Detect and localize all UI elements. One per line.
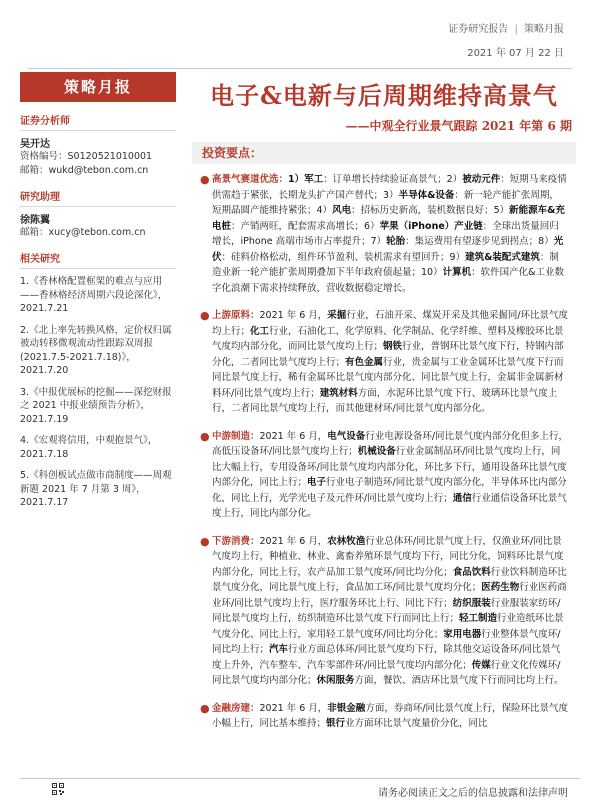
related-report-title: 5.《科创板试点做市商制度——周观新题 2021 年 7 月第 3 周》，	[20, 470, 172, 495]
related-report[interactable]	[20, 386, 176, 427]
paragraph-text: 行业服装家纺环/同比景气度均上行，纺织制造环比景气度下行而同比上行；	[212, 597, 561, 624]
related-report-date: 2021.7.21	[20, 303, 69, 314]
bullet-icon: ●	[200, 309, 210, 322]
paragraph-text: 行业电子制造环/同比景气度内部分化，半导体环比内部分化，同比上行，光学光电子及元件环/同比景气度均上行；	[212, 477, 567, 504]
report-kind: 策略月报	[524, 24, 564, 35]
keyword: 通信	[452, 492, 472, 504]
paragraph-text: 行业总体环/同比景气度上行，仅渔业环/同比景气度均上行，种植业、林业、禽畜养殖环景气度均下行，同比分化，饲料环比景气度内部分化，同比上行，农产品加工景气度环/同比均分化；	[212, 535, 564, 578]
keyword: 化工	[250, 325, 270, 337]
paragraph-text: ：软件国产化&工业数字化浪潮下需求持续释放，营收数据稳定增长。	[212, 267, 565, 294]
paragraph-text: 行业，石油开采、煤炭开采及其他采掘同/环比景气度均上行；	[212, 310, 569, 337]
paragraph-text: ：硅料价格松动，组件环节盈利、装机需求有望回升；	[221, 251, 450, 263]
paragraph-text: 业方面环比景气度量价分化，同比	[345, 718, 488, 729]
keyword: 轻工制造	[459, 613, 498, 624]
related-report[interactable]	[20, 275, 176, 316]
paragraph-text: 8）	[538, 236, 554, 247]
paragraph-text: 2）	[446, 174, 463, 185]
keyword: 银行	[326, 718, 346, 729]
bullet-icon: ●	[200, 701, 210, 715]
paragraph-text: 方面，餐饮、酒店环比景气度下行而同比均上行。	[354, 675, 564, 686]
key-point-paragraph	[200, 308, 568, 417]
paragraph-text: ：集运费用有望逐步见到拐点；	[405, 236, 539, 247]
paragraph-text: 行业饮料制造环比景气度分化，同比景气度上行，食品加工环/同比景气度均分化；	[212, 566, 567, 593]
keyword: 半导体&设备	[398, 189, 455, 201]
related-report[interactable]	[20, 324, 176, 378]
paragraph-text: ：新一轮产能扩张周期，短期晶圆产能维持紧张；	[212, 189, 559, 216]
paragraph-text: 2021 年 6 月，	[259, 310, 328, 321]
paragraph-text: 行业文化传媒环/同比景气度均内部分化；	[212, 659, 561, 686]
assistant-email[interactable]: 邮箱：xucy@tebon.com.cn	[20, 227, 146, 238]
related-report-title: 1.《香林格配置框架的难点与应用——香林格经济周期六段论深化》，	[20, 276, 168, 301]
related-reports-list	[20, 275, 176, 510]
footer-disclaimer: 请务必阅读正文之后的信息披露和法律声明	[378, 788, 568, 799]
keyword: 非银金融	[327, 702, 366, 714]
related-report[interactable]	[20, 469, 176, 510]
paragraph-text: 方面，券商环/同比景气度上行，保险环比景气度小幅上行，同比基本维持；	[212, 702, 569, 729]
paragraph-text: ：订单增长持续验证高景气；	[323, 174, 447, 185]
keyword: 传媒	[471, 659, 491, 671]
keyword: 建筑材料	[319, 387, 358, 399]
report-title: 电子&电新与后周期维持高景气	[210, 81, 558, 110]
paragraph-lead: 下游消费：	[212, 535, 260, 547]
keyword: 钢铁	[383, 341, 403, 352]
paragraph-text: 4）	[316, 205, 333, 216]
paragraph-text: 行业通信设备环比景气度上行，同比内部分化。	[212, 492, 567, 519]
key-points-body	[192, 172, 576, 732]
paragraph-text: 行业医药商业环/同比景气度均上行，医疗服务环比上行、同比下行；	[212, 582, 567, 609]
sidebar-title: 策略月报	[20, 72, 176, 102]
paragraph-text: ：招标历史新高，装机数据良好；	[351, 205, 494, 216]
report-type: 证券研究报告	[448, 24, 509, 35]
main-content	[192, 72, 576, 744]
keyword: 电子	[307, 477, 327, 488]
assistant-name: 徐陈翼	[20, 215, 50, 226]
qr-code-icon	[52, 783, 64, 795]
keyword: 家用电器	[443, 628, 482, 640]
key-point-paragraph	[200, 172, 568, 296]
related-report-date: 2021.7.18	[20, 448, 69, 460]
header-divider	[28, 68, 572, 69]
keyword: 军工	[304, 174, 324, 185]
bullet-icon: ●	[200, 534, 210, 548]
report-header	[448, 20, 564, 59]
paragraph-text: 行业，石油化工、化学原料、化学制品、化学纤维、塑料及橡胶环比景气度均内部分化，而同比景气度均上行；	[212, 325, 564, 352]
keyword: 1）	[288, 174, 305, 185]
paragraph-text: 行业造纸环比景气度分化、同比上行，家用轻工景气度环/同比均分化；	[212, 613, 564, 640]
keyword: 风电	[332, 205, 352, 216]
keyword: 电气设备	[327, 430, 366, 442]
analyst-email[interactable]: 邮箱：wukd@tebon.com.cn	[20, 165, 149, 176]
key-points-heading: 投资要点：	[192, 142, 576, 164]
paragraph-text: 2021 年 6 月，	[259, 430, 328, 442]
paragraph-text: ：全球出货量回归增长，iPhone 高端市场市占率提升；	[212, 220, 559, 247]
keyword: 有色金属	[345, 356, 384, 368]
keyword: 医药生物	[481, 582, 520, 593]
paragraph-text: 7）	[370, 236, 387, 247]
analyst-name: 吴开达	[20, 139, 50, 150]
paragraph-text: 2021 年 6 月，	[259, 535, 328, 547]
key-point-paragraph	[200, 534, 568, 689]
keyword: 光伏	[212, 236, 564, 263]
related-report-title: 4.《宏观将信用，中观抱景气》，	[20, 435, 158, 446]
paragraph-text: 方面，水泥环比景气度下行、玻璃环比景气度上行，二者同比景气度均上行，而其他建材环/同比景气度内部分化。	[212, 387, 558, 414]
related-report-date: 2021.7.20	[20, 365, 69, 376]
keyword: 采掘	[327, 310, 347, 321]
keyword: 新能源车&充电桩	[212, 205, 565, 232]
sidebar	[20, 72, 176, 518]
paragraph-text: ：产销两旺，配套需求高增长；	[231, 220, 365, 232]
keyword: 休闲服务	[316, 675, 355, 686]
paragraph-text: 行业，贵金属与工业金属环比景气度下行而同比景气度上行，稀有金属环比景气度内部分化、同比景气度上行，金属非金属新材料环/同比景气度均上行；	[212, 356, 564, 399]
analyst-cert: 资格编号：S0120521010001	[20, 151, 153, 162]
keyword: 纺织服装	[452, 597, 491, 609]
keyword: 农林牧渔	[327, 535, 366, 547]
keyword: 轮胎	[386, 236, 406, 247]
paragraph-text: 2021 年 6 月，	[259, 702, 328, 714]
paragraph-lead: 金融房建：	[212, 702, 260, 714]
paragraph-text: 行业整体景气度环/同比均上行；	[212, 628, 561, 655]
related-heading: 相关研究	[20, 250, 176, 269]
footer-divider	[20, 778, 580, 779]
keyword: 苹果（iPhone）产业链	[379, 220, 483, 232]
report-subtitle: ——中观全行业景气跟踪 2021 年第 6 期	[345, 119, 572, 133]
paragraph-lead: 上游原料：	[212, 310, 260, 321]
paragraph-text: 10）	[421, 267, 443, 278]
assistant-heading: 研究助理	[20, 188, 176, 207]
paragraph-text: 3）	[383, 189, 399, 201]
paragraph-text: ：短期马来疫情供需趋于紧张，长期龙头扩产国产替代；	[212, 174, 567, 201]
paragraph-text: 9）	[449, 251, 466, 263]
keyword: 汽车	[269, 644, 289, 655]
related-report[interactable]	[20, 434, 176, 461]
report-date: 2021 年 07 月 22 日	[467, 48, 564, 59]
related-report-title: 2.《北上率先转换风格，定价权归属被动转移微观流动性跟踪双周报(2021.7.5-2021.7.18)》，	[20, 324, 172, 363]
paragraph-text: 行业电源设备环/同比景气度内部分化但多上行，高低压设备环/同比景气度均上行；	[212, 430, 569, 457]
related-report-date: 2021.7.17	[20, 497, 69, 508]
keyword: 计算机	[442, 267, 472, 278]
keyword: 被动元件	[462, 174, 501, 185]
paragraph-text: 6）	[364, 220, 380, 232]
analyst-heading: 证券分析师	[20, 112, 176, 131]
key-point-paragraph	[200, 429, 568, 522]
paragraph-text: 行业，普钢环比景气度下行，特钢内部分化，二者同比景气度均上行；	[212, 341, 564, 368]
paragraph-lead: 中游制造：	[212, 430, 260, 442]
header-separator: |	[514, 24, 518, 35]
paragraph-text: ：制造业新一轮产能扩张周期叠加下半年政府债起量；	[212, 251, 559, 278]
keyword: 机械设备	[357, 446, 396, 457]
bullet-icon: ●	[200, 429, 210, 443]
paragraph-text: 行业方面总体环/同比景气度均下行，除其他交运设备环/同比景气度上升外，汽车整车、汽车零部件环/同比景气度均内部分化；	[212, 644, 561, 671]
bullet-icon: ●	[200, 173, 210, 186]
paragraph-lead: 高景气赛道优选：	[212, 174, 289, 185]
paragraph-text: 行业金属制品环/同比景气度均上行，同比大幅上行，专用设备环/同比景气度均内部分化，环比多下行，通用设备环比景气度内部分化，同比上行；	[212, 446, 567, 488]
keyword: 食品饮料	[452, 566, 491, 578]
related-report-date: 2021.7.19	[20, 413, 69, 425]
keyword: 建筑&装配式建筑	[465, 251, 540, 263]
paragraph-text: 5）	[493, 205, 510, 216]
key-point-paragraph	[200, 701, 568, 732]
related-report-title: 3.《中报优展标的挖掘——深挖财报之 2021 中报业绩预告分析》，	[20, 386, 172, 411]
